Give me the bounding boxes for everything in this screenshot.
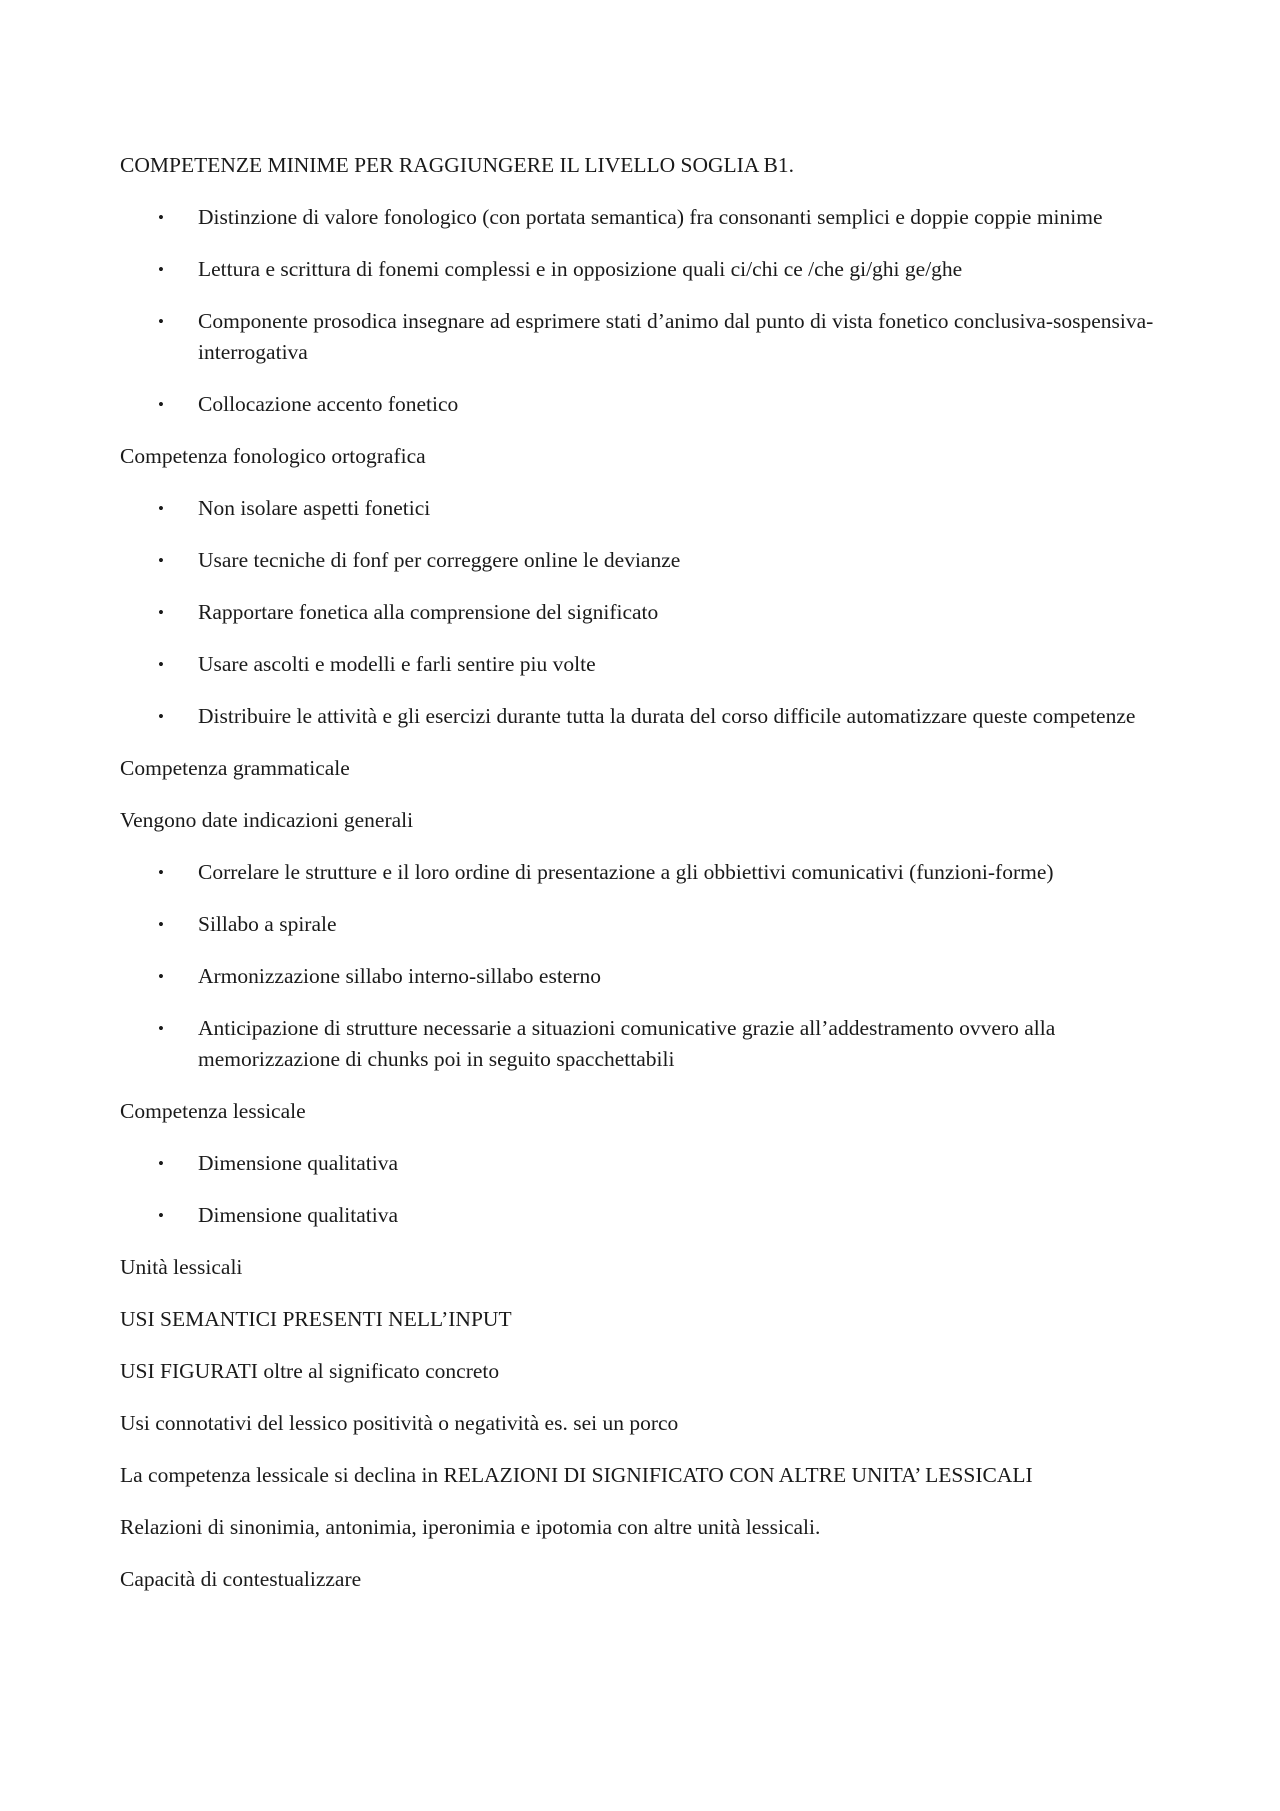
bullet-list-fonologia (120, 202, 1170, 420)
list-item-text: Rapportare fonetica alla comprensione del significato (198, 600, 659, 624)
list-item-text: Collocazione accento fonetico (198, 392, 459, 416)
paragraph-usi-connotativi: Usi connotativi del lessico positività o negatività es. sei un porco (120, 1411, 679, 1435)
bullet-list-ortografica (120, 493, 1170, 732)
section-heading-fonologico-ortografica: Competenza fonologico ortografica (120, 444, 426, 468)
bullet-icon: • (158, 915, 164, 934)
bullet-icon: • (158, 967, 164, 986)
list-item-text: Armonizzazione sillabo interno-sillabo esterno (198, 964, 601, 988)
paragraph-usi-semantici: USI SEMANTICI PRESENTI NELL’INPUT (120, 1307, 512, 1331)
list-item-text: Usare ascolti e modelli e farli sentire piu volte (198, 652, 596, 676)
list-item-text: Anticipazione di strutture necessarie a situazioni comunicative grazie all’addestramento ovvero alla memorizzazione di chunks poi in seguito spacchettabili (198, 1016, 1056, 1071)
bullet-icon: • (158, 499, 164, 518)
list-item (120, 857, 1170, 888)
bullet-icon: • (158, 260, 164, 279)
list-item (120, 909, 1170, 940)
list-item-text: Sillabo a spirale (198, 912, 337, 936)
list-item-text: Componente prosodica insegnare ad esprimere stati d’animo dal punto di vista fonetico conclusiva-sospensiva-interrogativa (198, 309, 1154, 364)
bullet-icon: • (158, 312, 164, 331)
section-heading-lessicale: Competenza lessicale (120, 1099, 306, 1123)
bullet-icon: • (158, 395, 164, 414)
bullet-icon: • (158, 1206, 164, 1225)
list-item-text: Usare tecniche di fonf per correggere online le devianze (198, 548, 681, 572)
list-item-text: Non isolare aspetti fonetici (198, 496, 431, 520)
paragraph-usi-figurati: USI FIGURATI oltre al significato concreto (120, 1359, 500, 1383)
heading-competenze-minime: COMPETENZE MINIME PER RAGGIUNGERE IL LIVELLO SOGLIA B1. (120, 153, 795, 177)
list-item-text: Correlare le strutture e il loro ordine di presentazione a gli obbiettivi comunicativi (funzioni-forme) (198, 860, 1054, 884)
list-item (120, 649, 1170, 680)
list-item (120, 701, 1170, 732)
bullet-icon: • (158, 707, 164, 726)
list-item-text: Dimensione qualitativa (198, 1151, 399, 1175)
list-item (120, 254, 1170, 285)
list-item-text: Lettura e scrittura di fonemi complessi e in opposizione quali ci/chi ce /che gi/ghi ge/ghe (198, 257, 963, 281)
document-page (120, 150, 1170, 1616)
bullet-icon: • (158, 863, 164, 882)
bullet-icon: • (158, 551, 164, 570)
bullet-icon: • (158, 655, 164, 674)
bullet-icon: • (158, 208, 164, 227)
list-item (120, 1200, 1170, 1231)
bullet-icon: • (158, 1019, 164, 1038)
list-item (120, 202, 1170, 233)
list-item (120, 306, 1170, 368)
paragraph-relazioni-sinonimia: Relazioni di sinonimia, antonimia, iperonimia e ipotomia con altre unità lessicali. (120, 1515, 821, 1539)
list-item (120, 545, 1170, 576)
list-item (120, 961, 1170, 992)
paragraph-contestualizzare: Capacità di contestualizzare (120, 1567, 362, 1591)
list-item (120, 597, 1170, 628)
list-item (120, 1013, 1170, 1075)
paragraph-relazioni-significato: La competenza lessicale si declina in RELAZIONI DI SIGNIFICATO CON ALTRE UNITA’ LESSICALI (120, 1463, 1033, 1487)
section-heading-grammaticale: Competenza grammaticale (120, 756, 350, 780)
list-item-text: Distribuire le attività e gli esercizi durante tutta la durata del corso difficile automatizzare queste competenze (198, 704, 1136, 728)
list-item (120, 389, 1170, 420)
list-item (120, 1148, 1170, 1179)
paragraph-indicazioni: Vengono date indicazioni generali (120, 808, 414, 832)
bullet-icon: • (158, 603, 164, 622)
list-item-text: Distinzione di valore fonologico (con portata semantica) fra consonanti semplici e doppie coppie minime (198, 205, 1103, 229)
paragraph-unita-lessicali: Unità lessicali (120, 1255, 243, 1279)
list-item-text: Dimensione qualitativa (198, 1203, 399, 1227)
bullet-list-lessicale (120, 1148, 1170, 1231)
bullet-icon: • (158, 1154, 164, 1173)
list-item (120, 493, 1170, 524)
bullet-list-grammaticale (120, 857, 1170, 1075)
